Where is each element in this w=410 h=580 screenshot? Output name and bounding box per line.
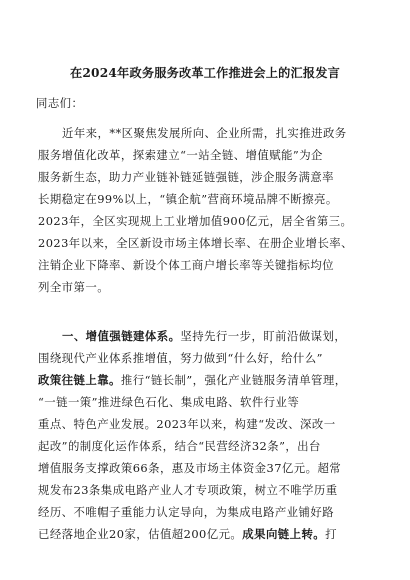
line-text: 经历、不唯帽子重能力认定导向，为集成电路产业铺好路 <box>38 505 335 519</box>
line-text: 重点、特色产业发展。2023年以来，构建“发改、深改一 <box>38 417 336 431</box>
body-line <box>38 417 336 431</box>
bold-heading-text: 成果向链上转。 <box>242 527 326 541</box>
body-line <box>38 258 334 272</box>
line-text: 近年来，**区聚焦发展所向、企业所需，扎实推进政务 <box>62 126 347 140</box>
line-text: 增值服务支撑政策66条，惠及市场主体资金37亿元。超常 <box>38 461 342 475</box>
bold-heading-text: 一、增值强链建体系。 <box>62 329 181 343</box>
body-line <box>38 192 338 206</box>
body-line <box>38 527 337 541</box>
line-text: 2023年以来，全区新设市场主体增长率、在册企业增长率、 <box>38 236 353 250</box>
line-text: 2023年，全区实现规上工业增加值900亿元，居全省第三。 <box>38 214 353 228</box>
line-text: 规发布23条集成电路产业人才专项政策，树立不唯学历重 <box>38 483 338 497</box>
body-line <box>38 280 109 294</box>
line-text: 长期稳定在99%以上，“镇企航”营商环境品牌不断擦亮。 <box>38 192 338 206</box>
line-text: 列全市第一。 <box>38 280 110 294</box>
body-line <box>38 461 341 475</box>
line-text: 围绕现代产业体系推增值，努力做到“什么好，给什么” <box>38 351 323 365</box>
line-text: 服务新生态，助力产业链补链延链强链，涉企服务满意率 <box>38 170 335 184</box>
body-line <box>38 148 323 162</box>
line-text: 服务增值化改革，探索建立“一站全链、增值赋能”为企 <box>38 148 323 162</box>
body-line <box>38 214 352 228</box>
salutation: 同志们： <box>36 96 84 110</box>
line-text: 已经落地企业20家，估值超200亿元。 <box>38 527 243 541</box>
body-line <box>38 505 334 519</box>
body-line <box>38 439 321 453</box>
body-line <box>38 373 347 387</box>
body-line <box>38 483 338 497</box>
body-line <box>62 126 347 140</box>
line-text: 注销企业下降率、新设个体工商户增长率等关键指标均位 <box>38 258 335 272</box>
body-line <box>38 395 299 409</box>
bold-heading-text: 政策往链上靠。 <box>38 373 121 387</box>
body-line <box>62 329 346 343</box>
line-text: 起改”的制度化运作体系，结合“民营经济32条”，出台 <box>38 439 321 453</box>
body-line <box>38 236 353 250</box>
body-line <box>38 351 323 365</box>
line-text: “一链一策”推进绿色石化、集成电路、软件行业等 <box>38 395 300 409</box>
line-text: 推行“链长制”，强化产业链服务清单管理， <box>120 373 347 387</box>
body-line <box>38 170 334 184</box>
line-text: 打 <box>325 527 337 541</box>
line-text: 坚持先行一步，盯前沿做谋划， <box>180 329 347 343</box>
document-title: 在2024年政务服务改革工作推进会上的汇报发言 <box>69 66 341 80</box>
